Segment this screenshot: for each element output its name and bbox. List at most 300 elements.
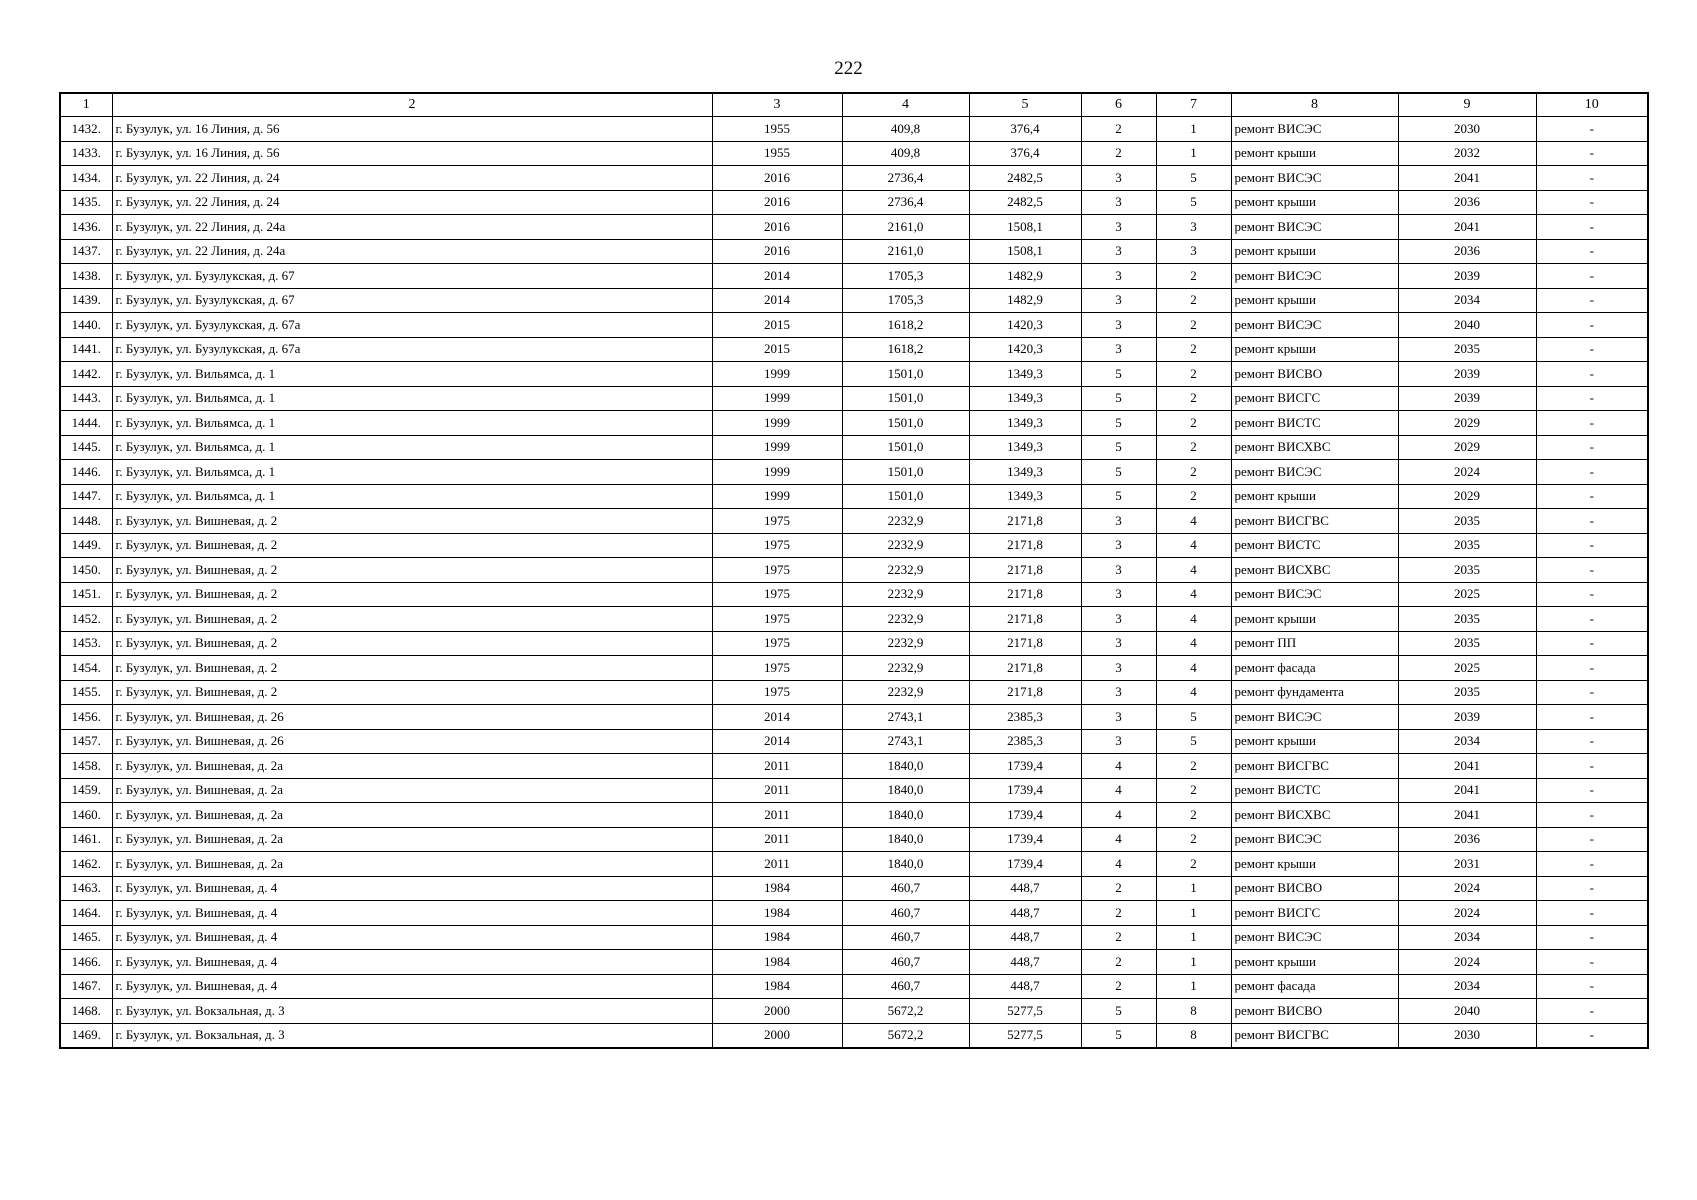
cell-floors: 2 [1081,117,1156,142]
table-row [60,288,1648,313]
cell-row-number: 1433. [60,141,112,166]
cell-planned-year: 2025 [1398,656,1536,681]
cell-note: - [1536,705,1648,730]
cell-row-number: 1437. [60,239,112,264]
cell-floors: 4 [1081,803,1156,828]
table-row [60,607,1648,632]
cell-build-year: 1975 [712,607,842,632]
cell-row-number: 1455. [60,680,112,705]
cell-row-number: 1467. [60,974,112,999]
cell-row-number: 1440. [60,313,112,338]
table-row [60,901,1648,926]
cell-note: - [1536,1023,1648,1048]
cell-build-year: 2014 [712,264,842,289]
table-row [60,631,1648,656]
cell-planned-year: 2039 [1398,264,1536,289]
cell-work-type: ремонт ВИСЭС [1231,460,1398,485]
cell-floors: 4 [1081,852,1156,877]
cell-total-area: 1840,0 [842,778,969,803]
cell-build-year: 1975 [712,558,842,583]
cell-total-area: 2232,9 [842,607,969,632]
cell-entrances: 4 [1156,607,1231,632]
column-header-2: 2 [112,93,712,117]
cell-work-type: ремонт ВИСЭС [1231,827,1398,852]
cell-row-number: 1459. [60,778,112,803]
cell-entrances: 3 [1156,215,1231,240]
table-row [60,386,1648,411]
cell-row-number: 1442. [60,362,112,387]
cell-address: г. Бузулук, ул. Вишневая, д. 4 [112,974,712,999]
cell-floors: 3 [1081,729,1156,754]
cell-planned-year: 2035 [1398,337,1536,362]
cell-build-year: 2000 [712,1023,842,1048]
cell-note: - [1536,631,1648,656]
cell-address: г. Бузулук, ул. 16 Линия, д. 56 [112,141,712,166]
cell-entrances: 2 [1156,435,1231,460]
cell-row-number: 1434. [60,166,112,191]
cell-work-type: ремонт ВИСТС [1231,778,1398,803]
cell-total-area: 409,8 [842,117,969,142]
cell-total-area: 5672,2 [842,1023,969,1048]
cell-entrances: 1 [1156,901,1231,926]
cell-row-number: 1452. [60,607,112,632]
cell-work-type: ремонт ВИСЭС [1231,117,1398,142]
cell-build-year: 2011 [712,754,842,779]
table-row [60,950,1648,975]
cell-floors: 5 [1081,435,1156,460]
cell-entrances: 2 [1156,484,1231,509]
cell-work-type: ремонт крыши [1231,950,1398,975]
cell-planned-year: 2035 [1398,509,1536,534]
cell-total-area: 2232,9 [842,509,969,534]
cell-address: г. Бузулук, ул. 22 Линия, д. 24а [112,239,712,264]
cell-work-type: ремонт ВИСГС [1231,386,1398,411]
cell-planned-year: 2035 [1398,631,1536,656]
cell-work-type: ремонт ВИСЭС [1231,925,1398,950]
cell-address: г. Бузулук, ул. Вишневая, д. 2а [112,827,712,852]
cell-floors: 3 [1081,582,1156,607]
cell-note: - [1536,754,1648,779]
cell-note: - [1536,239,1648,264]
cell-work-type: ремонт ВИСЭС [1231,313,1398,338]
cell-work-type: ремонт крыши [1231,141,1398,166]
column-header-4: 4 [842,93,969,117]
cell-total-area: 2743,1 [842,729,969,754]
cell-work-type: ремонт ВИСХВС [1231,435,1398,460]
cell-entrances: 1 [1156,876,1231,901]
cell-note: - [1536,166,1648,191]
cell-work-type: ремонт ВИСТС [1231,411,1398,436]
cell-work-type: ремонт ВИСЭС [1231,264,1398,289]
cell-row-number: 1458. [60,754,112,779]
cell-work-type: ремонт ВИСЭС [1231,582,1398,607]
cell-row-number: 1449. [60,533,112,558]
cell-planned-year: 2035 [1398,533,1536,558]
cell-planned-year: 2024 [1398,460,1536,485]
table-row [60,166,1648,191]
cell-address: г. Бузулук, ул. Вильямса, д. 1 [112,362,712,387]
cell-row-number: 1439. [60,288,112,313]
cell-total-area: 1840,0 [842,852,969,877]
cell-planned-year: 2041 [1398,754,1536,779]
cell-work-type: ремонт ВИСЭС [1231,166,1398,191]
cell-living-area: 2482,5 [969,190,1081,215]
cell-work-type: ремонт крыши [1231,337,1398,362]
cell-build-year: 2015 [712,337,842,362]
cell-total-area: 2232,9 [842,631,969,656]
cell-work-type: ремонт ВИСХВС [1231,803,1398,828]
cell-floors: 3 [1081,607,1156,632]
cell-planned-year: 2025 [1398,582,1536,607]
cell-floors: 3 [1081,313,1156,338]
cell-work-type: ремонт фасада [1231,974,1398,999]
cell-address: г. Бузулук, ул. Вильямса, д. 1 [112,460,712,485]
table-row [60,680,1648,705]
cell-note: - [1536,852,1648,877]
cell-total-area: 1501,0 [842,484,969,509]
cell-address: г. Бузулук, ул. Вишневая, д. 4 [112,876,712,901]
cell-build-year: 2011 [712,852,842,877]
cell-build-year: 1984 [712,876,842,901]
cell-planned-year: 2029 [1398,484,1536,509]
cell-note: - [1536,778,1648,803]
cell-build-year: 1999 [712,460,842,485]
cell-living-area: 1420,3 [969,337,1081,362]
cell-living-area: 2385,3 [969,705,1081,730]
cell-row-number: 1461. [60,827,112,852]
cell-floors: 5 [1081,999,1156,1024]
cell-address: г. Бузулук, ул. Вильямса, д. 1 [112,386,712,411]
cell-build-year: 1999 [712,435,842,460]
cell-row-number: 1438. [60,264,112,289]
table-row [60,754,1648,779]
cell-work-type: ремонт крыши [1231,852,1398,877]
cell-address: г. Бузулук, ул. Вишневая, д. 2 [112,509,712,534]
cell-note: - [1536,999,1648,1024]
cell-note: - [1536,607,1648,632]
cell-work-type: ремонт ВИСЭС [1231,215,1398,240]
cell-planned-year: 2029 [1398,435,1536,460]
cell-address: г. Бузулук, ул. Вишневая, д. 2а [112,852,712,877]
cell-build-year: 1975 [712,631,842,656]
cell-planned-year: 2034 [1398,288,1536,313]
cell-note: - [1536,876,1648,901]
cell-entrances: 2 [1156,411,1231,436]
cell-row-number: 1443. [60,386,112,411]
cell-note: - [1536,509,1648,534]
cell-planned-year: 2034 [1398,925,1536,950]
cell-work-type: ремонт ВИСГВС [1231,509,1398,534]
table-row [60,313,1648,338]
table-row [60,827,1648,852]
cell-floors: 2 [1081,901,1156,926]
table-row [60,239,1648,264]
cell-build-year: 1975 [712,582,842,607]
cell-floors: 3 [1081,558,1156,583]
cell-address: г. Бузулук, ул. Вишневая, д. 2 [112,607,712,632]
cell-total-area: 1840,0 [842,754,969,779]
cell-living-area: 1420,3 [969,313,1081,338]
cell-address: г. Бузулук, ул. Вишневая, д. 2 [112,656,712,681]
cell-entrances: 4 [1156,509,1231,534]
cell-planned-year: 2034 [1398,974,1536,999]
cell-living-area: 1349,3 [969,435,1081,460]
cell-note: - [1536,582,1648,607]
cell-total-area: 2161,0 [842,215,969,240]
cell-living-area: 1349,3 [969,386,1081,411]
cell-build-year: 1984 [712,950,842,975]
cell-total-area: 5672,2 [842,999,969,1024]
cell-address: г. Бузулук, ул. Вишневая, д. 26 [112,705,712,730]
table-row [60,852,1648,877]
cell-work-type: ремонт ВИСТС [1231,533,1398,558]
cell-planned-year: 2024 [1398,876,1536,901]
cell-address: г. Бузулук, ул. 22 Линия, д. 24 [112,166,712,191]
table-row [60,533,1648,558]
cell-address: г. Бузулук, ул. Вильямса, д. 1 [112,484,712,509]
header-row [60,93,1648,117]
cell-row-number: 1444. [60,411,112,436]
cell-living-area: 2482,5 [969,166,1081,191]
cell-address: г. Бузулук, ул. Вокзальная, д. 3 [112,999,712,1024]
cell-work-type: ремонт крыши [1231,239,1398,264]
cell-address: г. Бузулук, ул. Вишневая, д. 2 [112,680,712,705]
cell-entrances: 8 [1156,1023,1231,1048]
cell-address: г. Бузулук, ул. Бузулукская, д. 67а [112,313,712,338]
column-header-6: 6 [1081,93,1156,117]
table-row [60,141,1648,166]
cell-living-area: 2171,8 [969,607,1081,632]
cell-note: - [1536,435,1648,460]
table-row [60,117,1648,142]
cell-planned-year: 2040 [1398,313,1536,338]
cell-address: г. Бузулук, ул. Вишневая, д. 2 [112,631,712,656]
cell-address: г. Бузулук, ул. Бузулукская, д. 67а [112,337,712,362]
cell-planned-year: 2030 [1398,1023,1536,1048]
cell-living-area: 448,7 [969,950,1081,975]
column-header-9: 9 [1398,93,1536,117]
cell-note: - [1536,950,1648,975]
cell-row-number: 1451. [60,582,112,607]
cell-entrances: 3 [1156,239,1231,264]
cell-build-year: 1975 [712,680,842,705]
cell-floors: 3 [1081,631,1156,656]
cell-total-area: 1501,0 [842,386,969,411]
cell-total-area: 1705,3 [842,288,969,313]
cell-build-year: 2016 [712,166,842,191]
cell-address: г. Бузулук, ул. 22 Линия, д. 24а [112,215,712,240]
cell-row-number: 1441. [60,337,112,362]
cell-floors: 2 [1081,876,1156,901]
cell-floors: 4 [1081,754,1156,779]
cell-build-year: 2016 [712,215,842,240]
cell-note: - [1536,313,1648,338]
cell-floors: 4 [1081,778,1156,803]
cell-total-area: 2736,4 [842,166,969,191]
cell-entrances: 2 [1156,827,1231,852]
cell-address: г. Бузулук, ул. Вокзальная, д. 3 [112,1023,712,1048]
cell-row-number: 1448. [60,509,112,534]
cell-entrances: 2 [1156,313,1231,338]
cell-address: г. Бузулук, ул. Вишневая, д. 2а [112,778,712,803]
cell-row-number: 1446. [60,460,112,485]
cell-row-number: 1445. [60,435,112,460]
cell-total-area: 1840,0 [842,827,969,852]
cell-note: - [1536,386,1648,411]
cell-total-area: 1501,0 [842,435,969,460]
cell-living-area: 1349,3 [969,484,1081,509]
cell-row-number: 1465. [60,925,112,950]
cell-entrances: 2 [1156,778,1231,803]
cell-entrances: 2 [1156,264,1231,289]
table-row [60,1023,1648,1048]
table-row [60,582,1648,607]
cell-total-area: 2232,9 [842,656,969,681]
page-number: 222 [834,58,863,79]
cell-address: г. Бузулук, ул. Вишневая, д. 4 [112,925,712,950]
cell-note: - [1536,411,1648,436]
cell-work-type: ремонт ВИСЭС [1231,705,1398,730]
cell-build-year: 1955 [712,141,842,166]
cell-build-year: 2016 [712,239,842,264]
cell-row-number: 1462. [60,852,112,877]
cell-note: - [1536,533,1648,558]
cell-build-year: 1999 [712,411,842,436]
cell-living-area: 1482,9 [969,288,1081,313]
cell-note: - [1536,117,1648,142]
cell-entrances: 2 [1156,386,1231,411]
cell-living-area: 2171,8 [969,509,1081,534]
cell-row-number: 1466. [60,950,112,975]
cell-entrances: 2 [1156,852,1231,877]
cell-build-year: 1975 [712,509,842,534]
cell-floors: 5 [1081,362,1156,387]
cell-work-type: ремонт ВИСХВС [1231,558,1398,583]
cell-planned-year: 2039 [1398,386,1536,411]
cell-living-area: 2171,8 [969,680,1081,705]
cell-entrances: 1 [1156,925,1231,950]
cell-note: - [1536,337,1648,362]
cell-total-area: 2232,9 [842,680,969,705]
cell-floors: 5 [1081,411,1156,436]
column-header-3: 3 [712,93,842,117]
cell-planned-year: 2041 [1398,803,1536,828]
cell-build-year: 2011 [712,827,842,852]
cell-total-area: 2161,0 [842,239,969,264]
cell-living-area: 1349,3 [969,362,1081,387]
column-header-7: 7 [1156,93,1231,117]
cell-build-year: 2014 [712,705,842,730]
cell-entrances: 5 [1156,166,1231,191]
cell-row-number: 1460. [60,803,112,828]
cell-floors: 2 [1081,974,1156,999]
cell-note: - [1536,288,1648,313]
cell-address: г. Бузулук, ул. Вишневая, д. 26 [112,729,712,754]
cell-work-type: ремонт фасада [1231,656,1398,681]
cell-floors: 2 [1081,141,1156,166]
cell-floors: 2 [1081,925,1156,950]
cell-build-year: 2015 [712,313,842,338]
cell-work-type: ремонт ВИСВО [1231,999,1398,1024]
table-row [60,484,1648,509]
cell-floors: 3 [1081,656,1156,681]
cell-work-type: ремонт ВИСВО [1231,876,1398,901]
cell-floors: 3 [1081,264,1156,289]
cell-row-number: 1457. [60,729,112,754]
cell-living-area: 2171,8 [969,533,1081,558]
cell-row-number: 1450. [60,558,112,583]
cell-entrances: 2 [1156,288,1231,313]
cell-work-type: ремонт крыши [1231,484,1398,509]
cell-floors: 3 [1081,190,1156,215]
cell-total-area: 460,7 [842,974,969,999]
table-row [60,509,1648,534]
table-row [60,215,1648,240]
cell-build-year: 1975 [712,656,842,681]
column-header-10: 10 [1536,93,1648,117]
table-row [60,337,1648,362]
table-row [60,876,1648,901]
cell-planned-year: 2035 [1398,680,1536,705]
cell-address: г. Бузулук, ул. Вишневая, д. 2 [112,533,712,558]
cell-total-area: 460,7 [842,876,969,901]
cell-total-area: 2232,9 [842,558,969,583]
cell-floors: 5 [1081,484,1156,509]
cell-living-area: 1508,1 [969,239,1081,264]
cell-total-area: 460,7 [842,901,969,926]
cell-note: - [1536,925,1648,950]
cell-planned-year: 2035 [1398,558,1536,583]
cell-note: - [1536,484,1648,509]
table-row [60,460,1648,485]
cell-address: г. Бузулук, ул. Вишневая, д. 2 [112,582,712,607]
cell-planned-year: 2040 [1398,999,1536,1024]
cell-note: - [1536,190,1648,215]
cell-build-year: 1984 [712,974,842,999]
cell-row-number: 1435. [60,190,112,215]
cell-living-area: 1739,4 [969,852,1081,877]
cell-entrances: 4 [1156,533,1231,558]
cell-living-area: 1739,4 [969,827,1081,852]
cell-build-year: 1984 [712,901,842,926]
cell-work-type: ремонт ПП [1231,631,1398,656]
repair-schedule-table [59,92,1649,1049]
cell-floors: 3 [1081,705,1156,730]
cell-build-year: 2000 [712,999,842,1024]
table-row [60,974,1648,999]
cell-planned-year: 2039 [1398,362,1536,387]
cell-floors: 5 [1081,460,1156,485]
cell-work-type: ремонт крыши [1231,288,1398,313]
cell-planned-year: 2036 [1398,239,1536,264]
cell-entrances: 1 [1156,974,1231,999]
table-header [60,93,1648,117]
cell-living-area: 448,7 [969,925,1081,950]
cell-entrances: 4 [1156,582,1231,607]
cell-build-year: 1975 [712,533,842,558]
cell-floors: 3 [1081,680,1156,705]
table-row [60,190,1648,215]
cell-floors: 3 [1081,337,1156,362]
cell-planned-year: 2036 [1398,827,1536,852]
cell-address: г. Бузулук, ул. Вишневая, д. 4 [112,950,712,975]
cell-floors: 3 [1081,215,1156,240]
cell-living-area: 1349,3 [969,460,1081,485]
cell-planned-year: 2041 [1398,778,1536,803]
cell-note: - [1536,803,1648,828]
cell-work-type: ремонт крыши [1231,729,1398,754]
cell-living-area: 1349,3 [969,411,1081,436]
